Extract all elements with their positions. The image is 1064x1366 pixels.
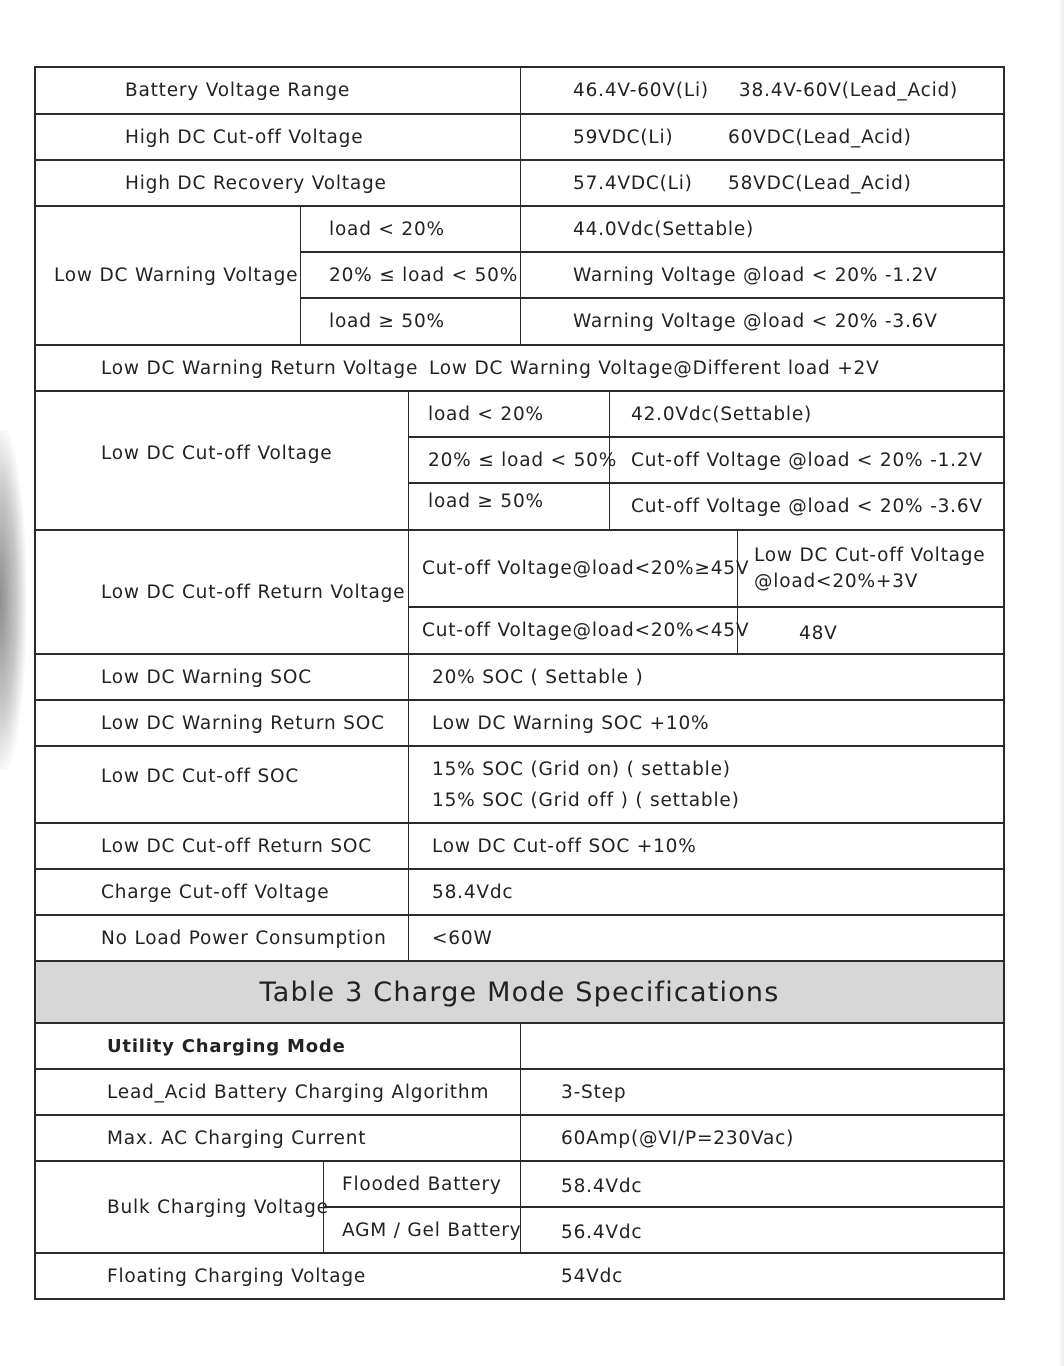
low-dc-warning-value-2: Warning Voltage @load < 20% -1.2V [521,253,1003,299]
low-dc-cutoff-value-3: Cut-off Voltage @load < 20% -3.6V [610,484,1003,531]
table3-title: Table 3 Charge Mode Specifications [36,962,1003,1024]
low-dc-cutoff-voltage-label: Low DC Cut-off Voltage [36,392,409,531]
low-dc-cutoff-return-soc-label: Low DC Cut-off Return SOC [36,824,409,870]
max-ac-charging-current-label: Max. AC Charging Current [36,1116,521,1162]
flooded-battery-value: 58.4Vdc [521,1162,1003,1208]
low-dc-warning-soc-value: 20% SOC ( Settable ) [409,655,1003,701]
low-dc-cutoff-cond-2: 20% ≤ load < 50% [409,438,610,484]
low-dc-warning-cond-1: load < 20% [301,207,521,253]
no-load-power-label: No Load Power Consumption [36,916,409,962]
charging-algorithm-value: 3-Step [521,1070,1003,1116]
low-dc-cutoff-return-value-2: 48V [738,608,1003,655]
low-dc-warning-value-3: Warning Voltage @load < 20% -3.6V [521,299,1003,346]
agm-gel-battery-value: 56.4Vdc [521,1208,1003,1254]
charge-cutoff-voltage-label: Charge Cut-off Voltage [36,870,409,916]
low-dc-warning-voltage-label: Low DC Warning Voltage [36,207,301,346]
floating-charging-voltage-row: Floating Charging Voltage 54Vdc [107,1265,624,1287]
battery-voltage-range-label: Battery Voltage Range [36,68,521,115]
page-edge-shadow-right [1058,0,1064,1366]
high-dc-recovery-label: High DC Recovery Voltage [36,161,521,207]
low-dc-cutoff-value-1: 42.0Vdc(Settable) [610,392,1003,438]
low-dc-warning-value-1: 44.0Vdc(Settable) [521,207,1003,253]
max-ac-charging-current-value: 60Amp(@VI/P=230Vac) [521,1116,1003,1162]
low-dc-warning-soc-label: Low DC Warning SOC [36,655,409,701]
spec-sheet [34,66,1005,1300]
high-dc-cutoff-value: 59VDC(Li) 60VDC(Lead_Acid) [521,115,1003,161]
low-dc-cutoff-soc-label: Low DC Cut-off SOC [36,747,409,824]
low-dc-cutoff-return-voltage-label: Low DC Cut-off Return Voltage [36,531,409,655]
battery-voltage-range-value: 46.4V-60V(Li) 38.4V-60V(Lead_Acid) [521,68,1003,115]
low-dc-warning-return-voltage-row: Low DC Warning Return Voltage Low DC Warning Voltage@Different load +2V [36,346,1003,392]
bulk-charging-voltage-label: Bulk Charging Voltage [36,1162,324,1254]
low-dc-cutoff-return-soc-value: Low DC Cut-off SOC +10% [409,824,1003,870]
low-dc-warning-cond-2: 20% ≤ load < 50% [301,253,521,299]
low-dc-cutoff-return-value-1: Low DC Cut-off Voltage @load<20%+3V [738,531,1003,608]
agm-gel-battery-label: AGM / Gel Battery [324,1208,521,1254]
high-dc-recovery-value: 57.4VDC(Li) 58VDC(Lead_Acid) [521,161,1003,207]
page-edge-shadow [0,430,26,770]
utility-charging-mode-empty [521,1024,1003,1070]
low-dc-cutoff-cond-3: load ≥ 50% [409,484,610,531]
charging-algorithm-label: Lead_Acid Battery Charging Algorithm [36,1070,521,1116]
high-dc-cutoff-label: High DC Cut-off Voltage [36,115,521,161]
utility-charging-mode-header: Utility Charging Mode [36,1024,521,1070]
low-dc-cutoff-return-cond-2: Cut-off Voltage@load<20%<45V [409,608,738,655]
low-dc-cutoff-value-2: Cut-off Voltage @load < 20% -1.2V [610,438,1003,484]
low-dc-cutoff-cond-1: load < 20% [409,392,610,438]
low-dc-warning-cond-3: load ≥ 50% [301,299,521,346]
low-dc-cutoff-soc-value: 15% SOC (Grid on) ( settable) 15% SOC (Grid off ) ( settable) [409,747,1003,824]
charge-cutoff-voltage-value: 58.4Vdc [409,870,1003,916]
no-load-power-value: <60W [409,916,1003,962]
low-dc-warning-return-soc-value: Low DC Warning SOC +10% [409,701,1003,747]
low-dc-warning-return-soc-label: Low DC Warning Return SOC [36,701,409,747]
flooded-battery-label: Flooded Battery [324,1162,521,1208]
low-dc-cutoff-return-cond-1: Cut-off Voltage@load<20%≥45V [409,531,738,608]
